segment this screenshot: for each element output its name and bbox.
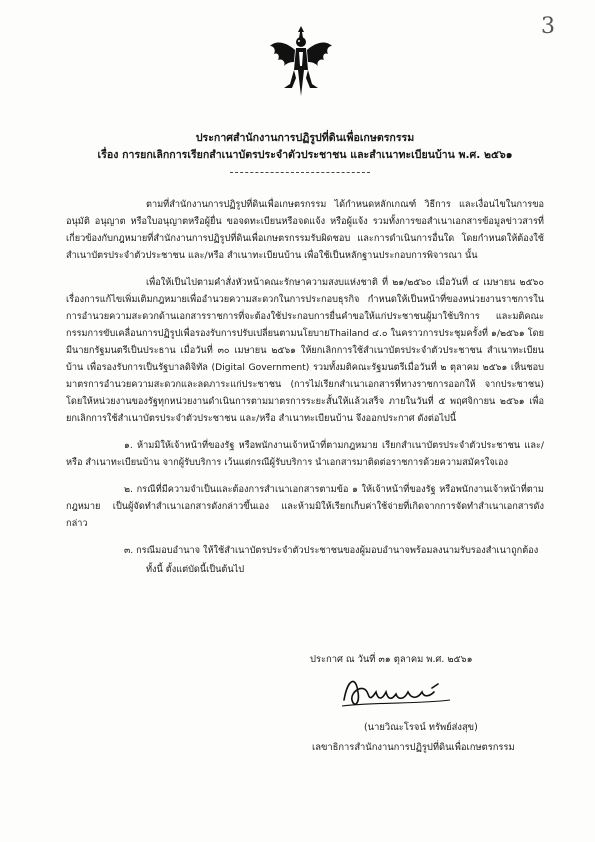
document-header [60, 130, 550, 164]
signer-name: (นายวิณะโรจน์ ทรัพย์ส่งสุข) [364, 722, 478, 733]
clause-2: ๒. กรณีที่มีความจำเป็นและต้องการสำเนาเอกสารตามข้อ ๑ ให้เจ้าหน้าที่ของรัฐ หรือพนักงานเจ้าหน้าที่ตามกฎหมาย เป็นผู้จัดทำสำเนาเอกสารดังกล่าวขึ้นเอง และห้ามมิให้เรียกเก็บค่าใช้จ่ายที่เกิดจากการจัดทำสำเนาเอกสารดังกล่าว [66, 484, 544, 529]
paragraph-background: ตามที่สำนักงานการปฏิรูปที่ดินเพื่อเกษตรกรรม ได้กำหนดหลักเกณฑ์ วิธีการ และเงื่อนไขในการขออนุมัติ อนุญาต หรือใบอนุญาตหรือผู้ยื่น ขอจดทะเบียนหรือจดแจ้ง หรือผู้แจ้ง รวมทั้งการขอสำเนาเอกสารข้อมูลข่าวสารที่เกี่ยวข้องกับกฎหมายที่สำนักงานการปฏิรูปที่ดินเพื่อเกษตรกรรมรับผิดชอบ และการดำเนินการอื่นใด โดยกำหนดให้ต้องใช้สำเนาบัตรประจำตัวประชาชน และ/หรือ สำเนาทะเบียนบ้าน เพื่อใช้เป็นหลักฐานประกอบการพิจารณา นั้น [66, 199, 544, 261]
announcement-date: ประกาศ ณ วันที่ ๓๑ ตุลาคม พ.ศ. ๒๕๖๑ [310, 654, 473, 665]
paragraph-authority: เพื่อให้เป็นไปตามคำสั่งหัวหน้าคณะรักษาความสงบแห่งชาติ ที่ ๒๑/๒๕๖๐ เมื่อวันที่ ๔ เมษายน ๒๕๖๐ เรื่องการแก้ไขเพิ่มเติมกฎหมายเพื่ออำนวยความสะดวกในการประกอบธุรกิจ กำหนดให้เป็นหน้าที่ของหน่วยงานราชการในการอำนวยความสะดวกด้านเอกสารราชการที่จะต้องใช้ประกอบการยื่นคำขอให้แก่ประชาชนผู้มาใช้บริการ และมติคณะกรรมการขับเคลื่อนการปฏิรูปเพื่อรองรับการปรับเปลี่ยนตามนโยบายThailand ๔.๐ ในคราวการประชุมครั้งที่ ๑/๒๕๖๑ โดยมีนายกรัฐมนตรีเป็นประธาน เมื่อวันที่ ๓๐ เมษายน ๒๕๖๑ ให้ยกเลิกการใช้สำเนาบัตรประจำตัวประชาชน สำเนาทะเบียนบ้าน เพื่อรองรับการเป็นรัฐบาลดิจิทัล (Digital Government) รวมทั้งมติคณะรัฐมนตรีเมื่อวันที่ ๒ ตุลาคม ๒๕๖๑ เห็นชอบมาตรการอำนวยความสะดวกและลดภาระแก่ประชาชน (การไม่เรียกสำเนาเอกสารที่ทางราชการออกให้ จากประชาชน) โดยให้หน่วยงานของรัฐทุกหน่วยงานดำเนินการตามมาตรการระยะสั้นให้แล้วเสร็จ ภายในวันที่ ๕ พฤศจิกายน ๒๕๖๑ เพื่อยกเลิกการใช้สำเนาบัตรประจำตัวประชาชน และ/หรือ สำเนาทะเบียนบ้าน จึงออกประกาศ ดังต่อไปนี้ [66, 277, 544, 424]
signer-title: เลขาธิการสำนักงานการปฏิรูปที่ดินเพื่อเกษตรกรรม [312, 742, 515, 753]
announcement-subject: เรื่อง การยกเลิกการเรียกสำเนาบัตรประจำตัวประชาชน และสำเนาทะเบียนบ้าน พ.ศ. ๒๕๖๑ [97, 149, 513, 161]
announcement-title: ประกาศสำนักงานการปฏิรูปที่ดินเพื่อเกษตรกรรม [195, 132, 415, 144]
clause-3: ๓. กรณีมอบอำนาจ ให้ใช้สำเนาบัตรประจำตัวประชาชนของผู้มอบอำนาจพร้อมลงนามรับรองสำเนาถูกต้อง [124, 545, 539, 556]
garuda-emblem-icon [268, 22, 334, 100]
effective-clause: ทั้งนี้ ตั้งแต่บัดนี้เป็นต้นไป [146, 564, 245, 575]
clause-1: ๑. ห้ามมิให้เจ้าหน้าที่ของรัฐ หรือพนักงานเจ้าหน้าที่ตามกฎหมาย เรียกสำเนาบัตรประจำตัวประชาชน และ/หรือ สำเนาทะเบียนบ้าน จากผู้รับบริการ เว้นแต่กรณีผู้รับบริการ นำเอกสารมาติดต่อราชการด้วยความสมัครใจเอง [66, 440, 544, 468]
header-divider [230, 172, 370, 173]
document-body [66, 196, 544, 588]
signature-icon [338, 670, 458, 714]
page-number: 3 [541, 14, 555, 39]
